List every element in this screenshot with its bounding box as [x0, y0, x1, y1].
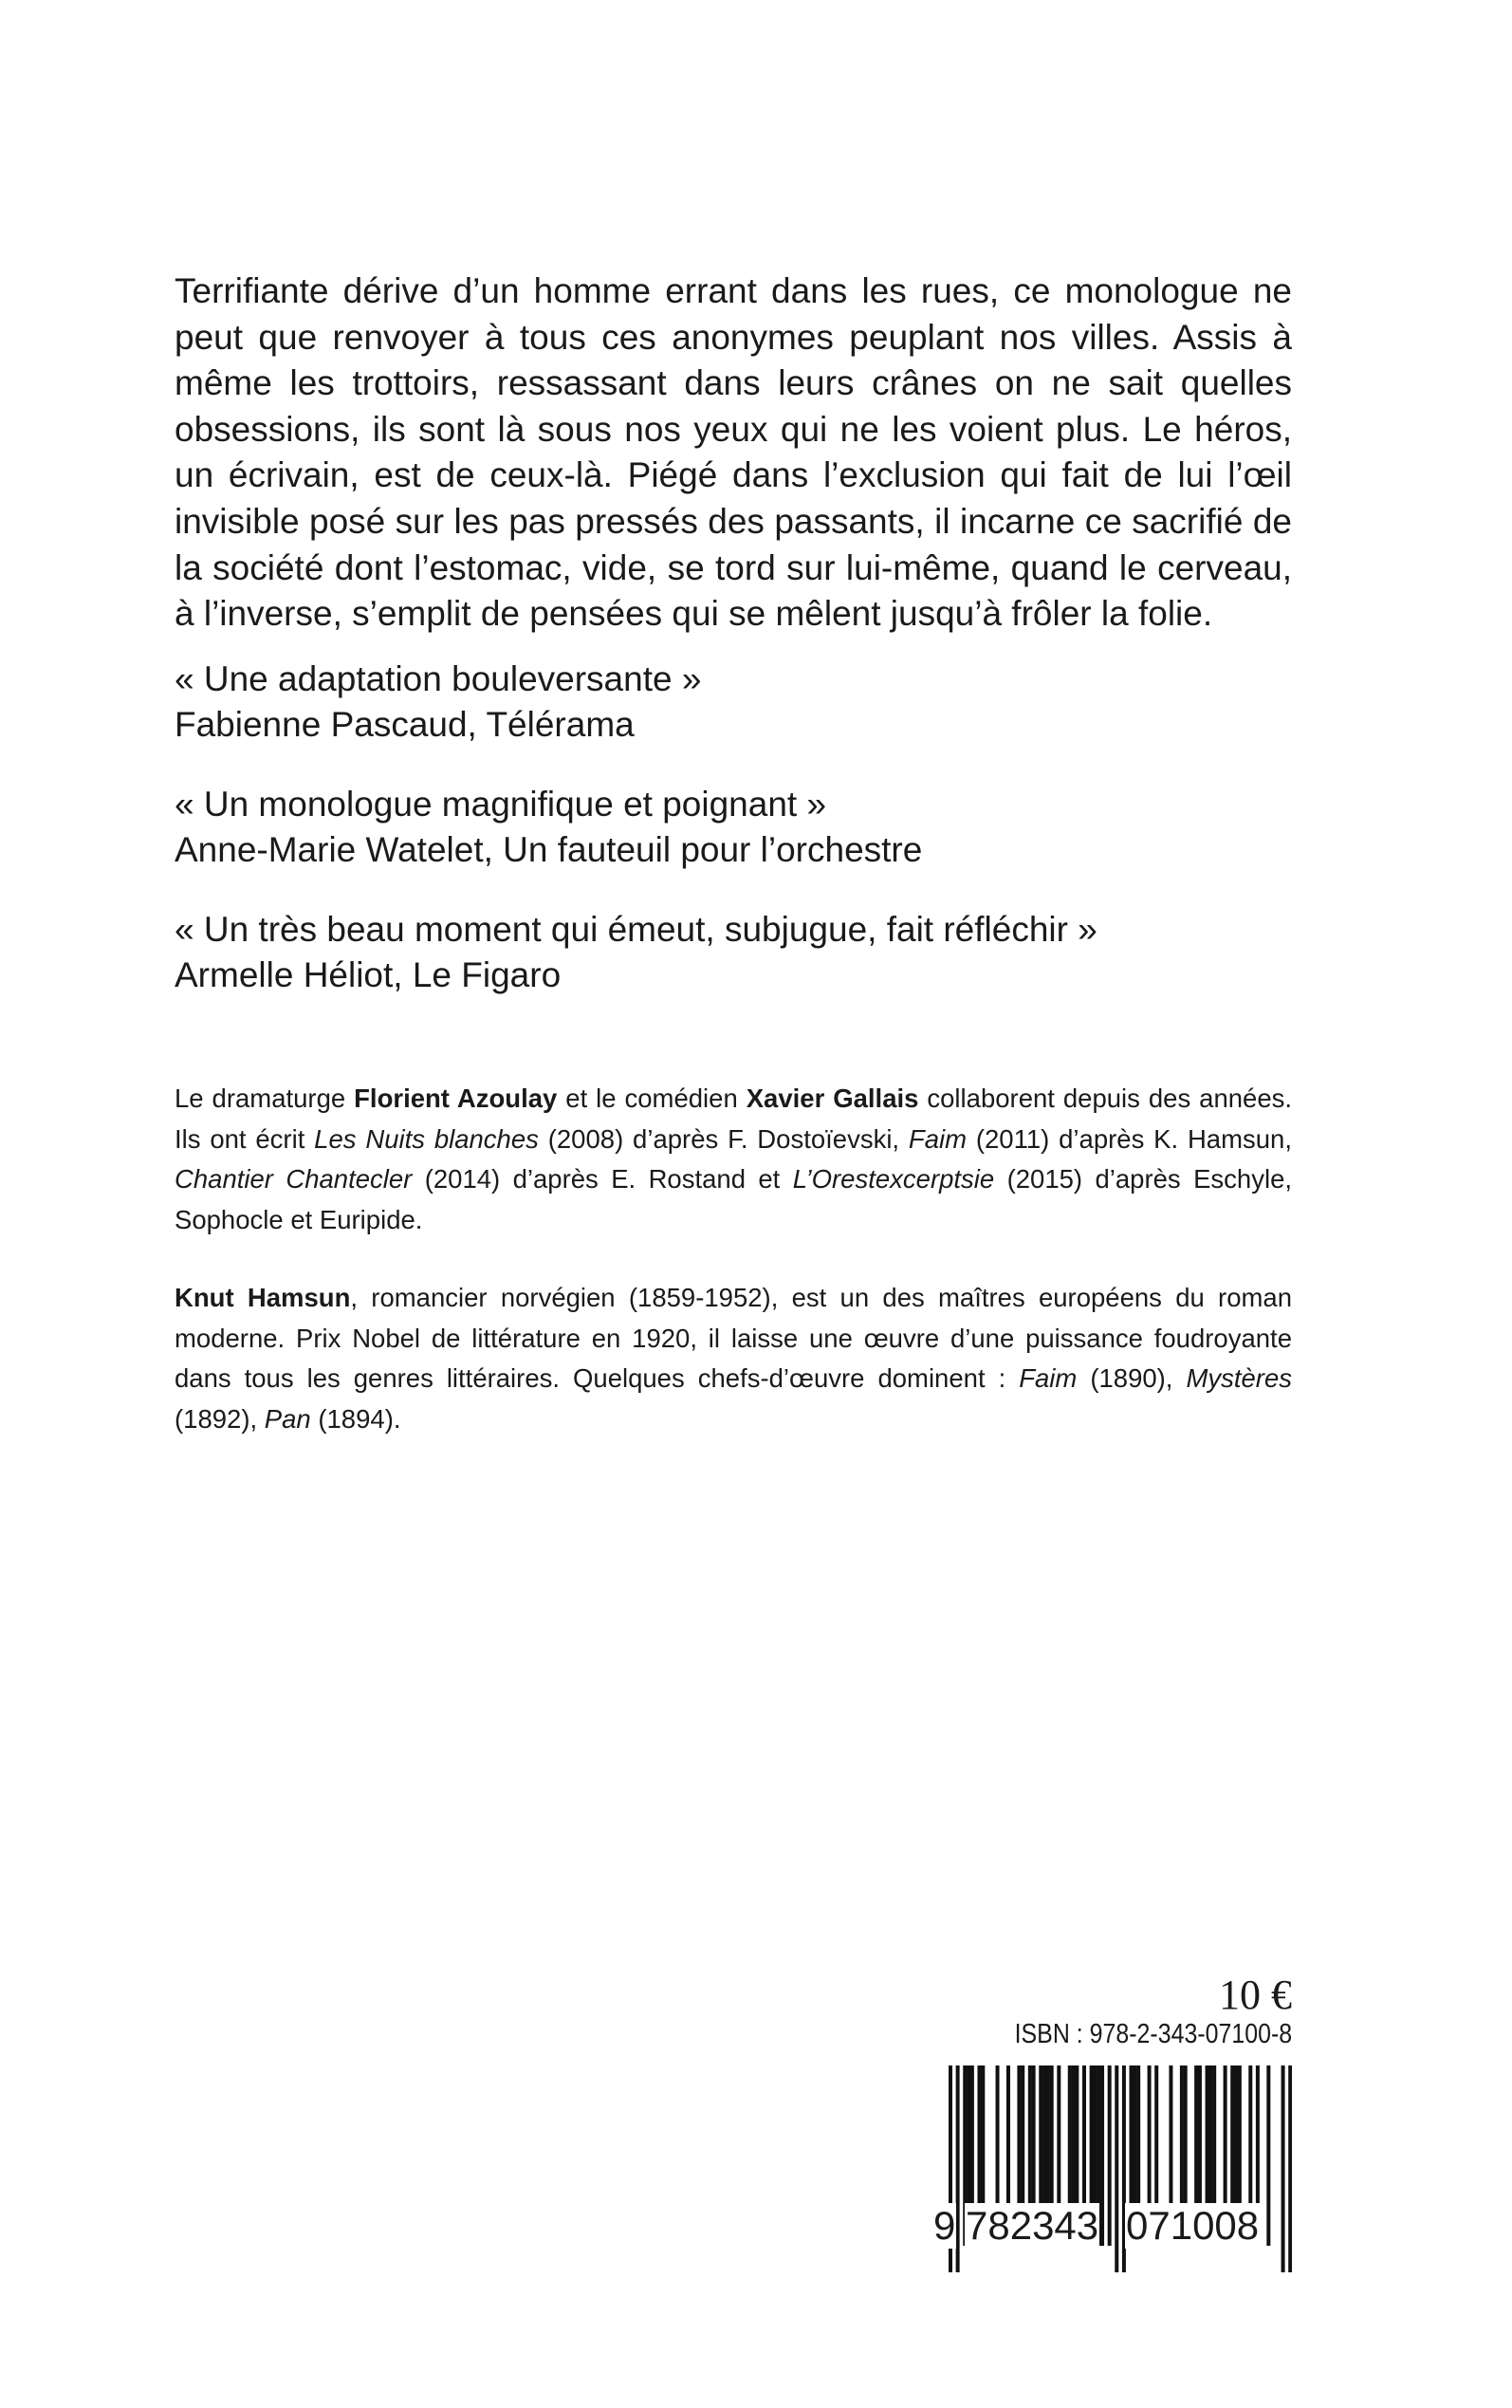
- work-title: Faim: [908, 1123, 968, 1154]
- author-name: Florient Azoulay: [354, 1084, 558, 1113]
- barcode-digit-group: 782343: [966, 2203, 1099, 2248]
- quote-source: Fabienne Pascaud, Télérama: [175, 705, 635, 744]
- press-quote-3: [175, 907, 1313, 998]
- hamsun-bio: Knut Hamsun, romancier norvégien (1859-1952), est un des maîtres européens du roman moderne. Prix Nobel de littérature en 1920, il laisse une œuvre d’une puissance foudroyante dans tous les genres littéraires. Quelques chefs-d’œuvre dominent : Faim (1890), Mystères (1892), Pan (1894).: [175, 1283, 1293, 1434]
- press-quote-2: [175, 782, 1313, 873]
- work-title: Chantier Chantecler: [175, 1164, 413, 1194]
- quote-source: Armelle Héliot, Le Figaro: [175, 955, 562, 994]
- work-title: Mystères: [1186, 1363, 1292, 1393]
- quote-text: « Un monologue magnifique et poignant »: [175, 785, 827, 824]
- authors-bio: Le dramaturge Florient Azoulay et le comédien Xavier Gallais collaborent depuis des années. Ils ont écrit Les Nuits blanches (2008) d’après F. Dostoïevski, Faim (2011) d’après K. Hamsun, Chantier Chantecler (2014) d’après E. Rostand et L’Orestexcerptsie (2015) d’après Eschyle, Sophocle et Euripide.: [175, 1084, 1293, 1234]
- barcode-digit-group: 9: [933, 2203, 956, 2248]
- quote-text: « Un très beau moment qui émeut, subjugue, fait réfléchir »: [175, 910, 1097, 949]
- work-title: Pan: [264, 1403, 311, 1434]
- synopsis-paragraph: Terrifiante dérive d’un homme errant dans les rues, ce monologue ne peut que renvoyer à tous ces anonymes peuplant nos villes. Assis à même les trottoirs, ressassant dans leurs crânes on ne sait quelles obsessions, ils sont là sous nos yeux qui ne les voient plus. Le héros, un écrivain, est de ceux-là. Piégé dans l’exclusion qui fait de lui l’œil invisible posé sur les pas pressés des passants, il incarne ce sacrifié de la société dont l’estomac, vide, se tord sur lui-même, quand le cerveau, à l’inverse, s’emplit de pensées qui se mêlent jusqu’à frôler la folie.: [175, 271, 1292, 634]
- isbn: ISBN : 978-2-343-07100-8: [1014, 2019, 1292, 2049]
- barcode-digits: [932, 2203, 1293, 2249]
- press-quote-1: [175, 657, 1313, 748]
- barcode-digit-group: 071008: [1126, 2203, 1260, 2248]
- work-title: Les Nuits blanches: [314, 1123, 539, 1154]
- author-name: Xavier Gallais: [746, 1084, 919, 1113]
- price: 10 €: [1219, 1972, 1292, 2018]
- work-title: Faim: [1019, 1363, 1078, 1393]
- quote-source: Anne-Marie Watelet, Un fauteuil pour l’orchestre: [175, 830, 923, 869]
- author-name: Knut Hamsun: [175, 1283, 351, 1312]
- quote-text: « Une adaptation bouleversante »: [175, 659, 702, 698]
- work-title: L’Orestexcerptsie: [792, 1164, 995, 1194]
